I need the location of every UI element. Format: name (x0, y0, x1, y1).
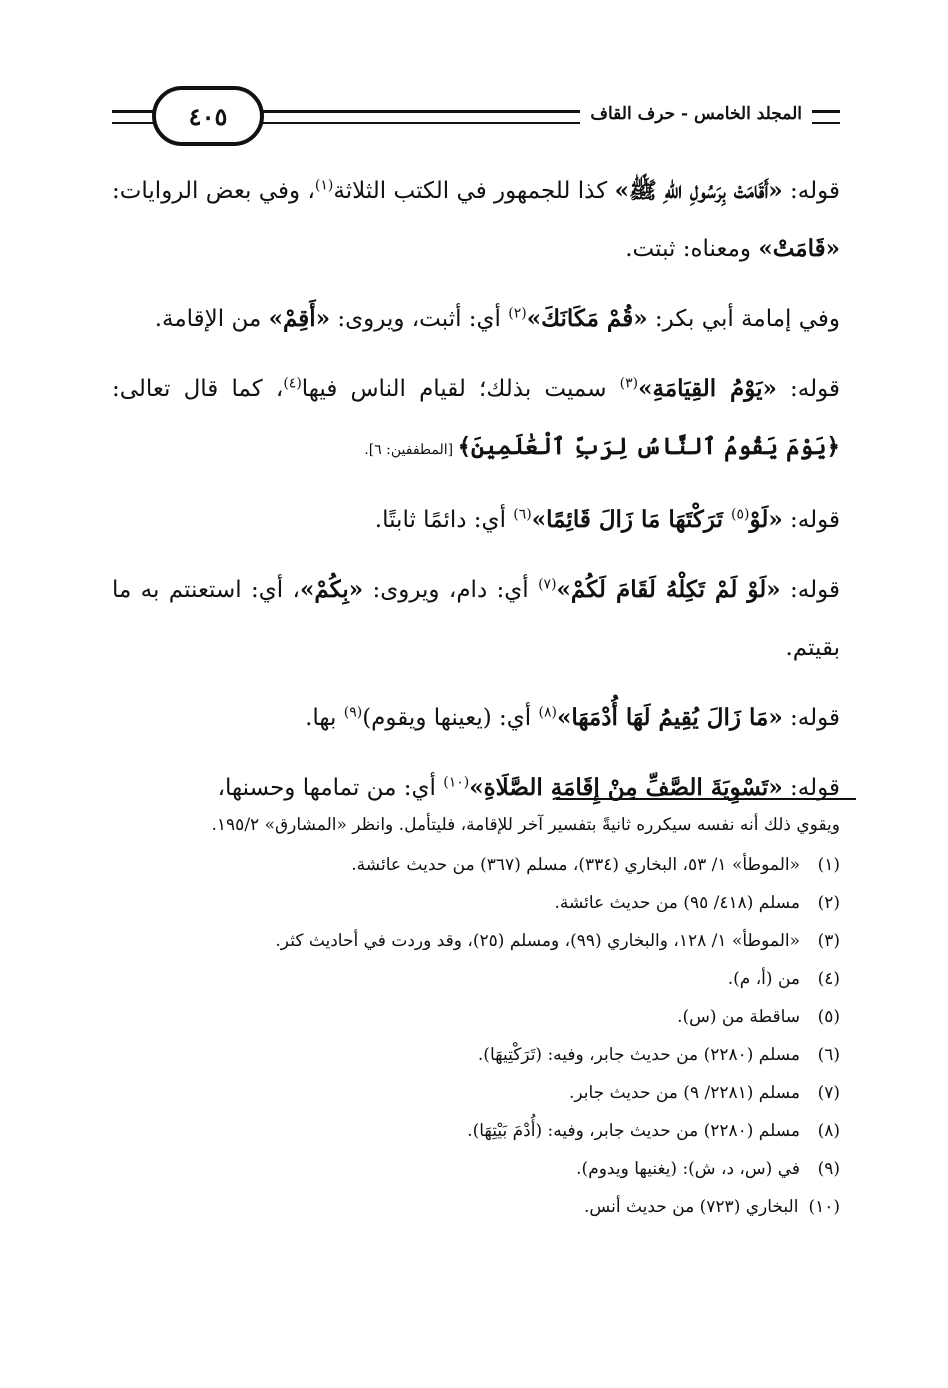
footnote-list (112, 846, 840, 1226)
quoted-term: «مَا زَالَ يُقِيمُ لَهَا أُدْمَهَا» (556, 704, 783, 731)
footnote-marker: (٦) (513, 506, 532, 523)
text-run: ومعناه: ثبتت. (625, 236, 759, 262)
text-run: قوله: (776, 376, 840, 402)
quoted-term: «تَسْوِيَةَ الصَّفِّ مِنْ إِقَامَةِ الصَّلَاةِ» (469, 774, 783, 801)
paragraph (112, 561, 840, 677)
running-title: المجلد الخامس - حرف القاف (580, 100, 812, 128)
quoted-term: «لَوْ لَمْ تَكِلْهُ لَقَامَ لَكُمْ» (556, 576, 781, 603)
footnote (112, 922, 840, 960)
page-number-badge (152, 86, 264, 146)
quoted-term: «أَقَامَتْ بِرَسُولِ اللهِ ﷺ» (614, 177, 783, 204)
main-text (112, 162, 840, 829)
footnote-number: (١) (817, 855, 840, 875)
footnote (112, 960, 840, 998)
footnote-number: (٩) (817, 1159, 840, 1179)
text-run: ، أي: استعنتم به ما بقيتم. (112, 577, 840, 661)
footnote-number: (٨) (817, 1121, 840, 1141)
text-run: قوله: (782, 507, 840, 533)
footnote-marker: (٧) (538, 576, 557, 593)
footnote (112, 1036, 840, 1074)
footnote-continuation: ويقوي ذلك أنه نفسه سيكرره ثانيةً بتفسير آخر للإقامة، فليتأمل. وانظر «المشارق» ١٩٥/٢. (211, 815, 840, 835)
text-run: أي: من تمامها وحسنها، (217, 775, 444, 801)
footnote-text: من (أ، م). (727, 969, 800, 989)
footnote-separator (556, 798, 856, 800)
footnote-marker: (٤) (283, 375, 302, 392)
footnote-marker: (٢) (508, 305, 527, 322)
footnote-number: (٣) (817, 931, 840, 951)
text-run: سميت بذلك؛ لقيام الناس فيها (301, 376, 620, 402)
footnote-text: مسلم (٢٢٨٠) من حديث جابر، وفيه: (أُدْمَ بَيْتِهَا). (467, 1121, 800, 1141)
footnote-marker: (١) (314, 177, 334, 194)
text-run: قوله: (782, 775, 840, 801)
footnote-text: البخاري (٧٢٣) من حديث أنس. (584, 1197, 799, 1217)
footnote (112, 1112, 840, 1150)
footnote (112, 1074, 840, 1112)
footnote-marker: (٩) (343, 704, 363, 721)
footnote-number: (٦) (817, 1045, 840, 1065)
text-run: قوله: (782, 705, 840, 731)
footnote-number: (٤) (817, 969, 840, 989)
text-run: أي: أثبت، ويروى: (330, 306, 509, 332)
text-run: أي: (يعينها ويقوم) (362, 705, 539, 731)
text-run: من الإقامة. (154, 306, 269, 332)
footnote-marker: (٥) (730, 506, 750, 523)
footnote (112, 846, 840, 884)
footnote (112, 1188, 840, 1226)
paragraph (112, 162, 840, 278)
footnote-number: (١٠) (808, 1197, 840, 1217)
footnote-text: مسلم (٢٢٨١/ ٩) من حديث جابر. (568, 1083, 800, 1103)
footnote-marker: (١٠) (443, 774, 470, 791)
text-run: أي: دام، ويروى: (363, 577, 539, 603)
text-run: ، وفي بعض الروايات: (112, 178, 315, 204)
page-number: ٤٠٥ (188, 101, 228, 131)
text-run: وفي إمامة أبي بكر: (647, 306, 840, 332)
paragraph (112, 360, 840, 479)
text-run: قوله: (780, 577, 840, 603)
quoted-term: ﴿يَوْمَ يَقُومُ ٱلنَّاسُ لِرَبِّ ٱلْعَٰلَمِينَ﴾ (457, 433, 840, 460)
quoted-term: تَرَكْتَهَا مَا زَالَ قَائِمًا» (531, 506, 731, 533)
quoted-term: «بِكُمْ» (299, 576, 364, 603)
footnote-number: (٧) (817, 1083, 840, 1103)
footnote-text: في (س، د، ش): (يغنيها ويدوم). (576, 1159, 800, 1179)
quoted-term: «يَوْمُ القِيَامَةِ» (638, 375, 777, 402)
text-run: ، كما قال تعالى: (112, 376, 284, 402)
quoted-term: «قَامَتْ» (758, 235, 840, 262)
footnote-text: مسلم (٢٢٨٠) من حديث جابر، وفيه: (تَرَكْتِيهَا). (477, 1045, 800, 1065)
text-run: أي: دائمًا ثابتًا. (374, 507, 514, 533)
quoted-term: «قُمْ مَكَانَكَ» (526, 305, 648, 332)
footnote-marker: (٨) (538, 704, 557, 721)
paragraph (112, 491, 840, 549)
paragraph (112, 759, 840, 817)
footnote-text: «الموطأ» ١/ ١٢٨، والبخاري (٩٩)، ومسلم (٢٥)، وقد وردت في أحاديث كثر. (275, 931, 800, 951)
footnote-marker: (٣) (619, 375, 639, 392)
footnote-text: ساقطة من (س). (677, 1007, 800, 1027)
paragraph (112, 290, 840, 348)
footnote (112, 1150, 840, 1188)
footnote-number: (٢) (817, 893, 840, 913)
text-run: كذا للجمهور في الكتب الثلاثة (333, 178, 615, 204)
footnote (112, 884, 840, 922)
footnotes-section (112, 810, 840, 1226)
verse-reference: [المطففين: ٦]. (364, 442, 458, 458)
text-run: بها. (305, 705, 344, 731)
paragraph (112, 689, 840, 747)
quoted-term: «أَقِمْ» (268, 305, 331, 332)
footnote-text: مسلم (٤١٨/ ٩٥) من حديث عائشة. (554, 893, 800, 913)
footnote-number: (٥) (817, 1007, 840, 1027)
footnote (112, 998, 840, 1036)
quoted-term: «لَوْ (749, 506, 783, 533)
footnote-text: «الموطأ» ١/ ٥٣، البخاري (٣٣٤)، مسلم (٣٦٧) من حديث عائشة. (351, 855, 800, 875)
page-header (112, 84, 840, 144)
text-run: قوله: (782, 178, 840, 204)
